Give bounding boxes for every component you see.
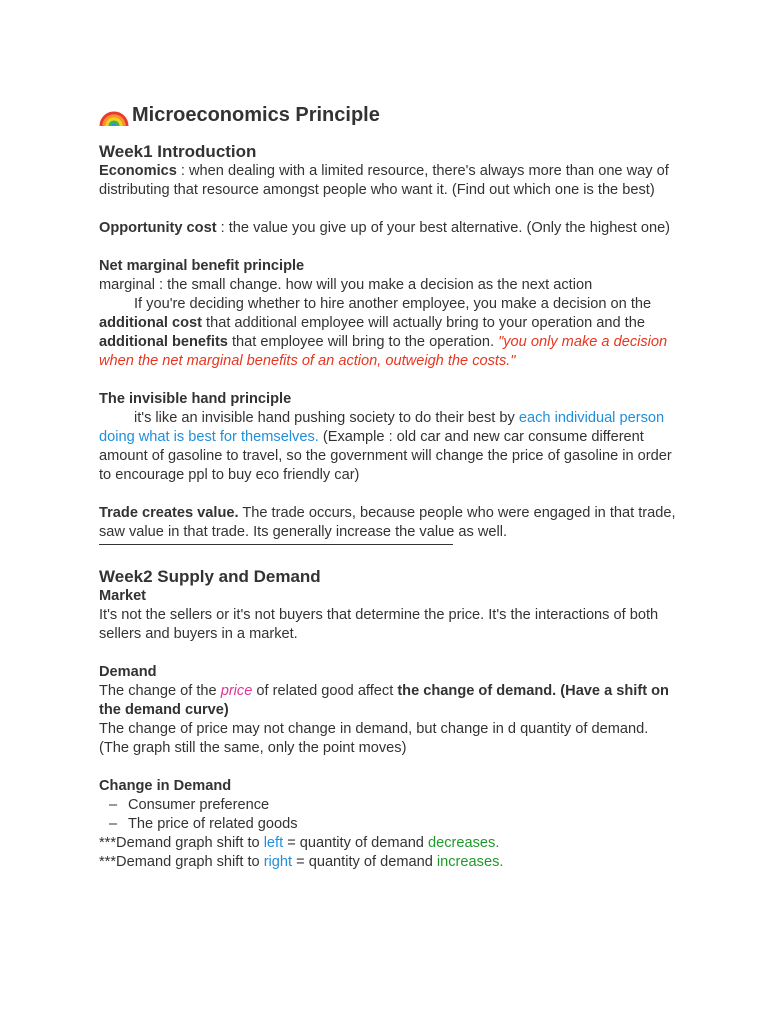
nm-text-3: that employee will bring to the operation. xyxy=(227,334,499,350)
nm-bold-additional-cost: additional cost xyxy=(99,315,202,331)
shift-right-word: right xyxy=(263,854,293,870)
list-item xyxy=(99,815,679,834)
market-heading-text: Market xyxy=(99,588,147,604)
net-marginal-paragraph xyxy=(99,295,679,371)
shift-right-prefix: ***Demand graph shift to xyxy=(99,854,264,870)
nm-text-1: If you're deciding whether to hire another employee, you make a decision on the xyxy=(134,296,652,312)
net-marginal-heading-text: Net marginal benefit principle xyxy=(99,258,305,274)
demand-heading-text: Demand xyxy=(99,664,157,680)
economics-text: : when dealing with a limited resource, there's always more than one way of distributing that resource amongst people who want it. (Find out which one is the best) xyxy=(99,163,669,198)
demand-paragraph-2: The change of price may not change in demand, but change in d quantity of demand. (The graph still the same, only the point moves) xyxy=(99,721,649,756)
section-divider xyxy=(99,544,453,545)
opportunity-term: Opportunity cost xyxy=(99,220,217,236)
title-text: Microeconomics Principle xyxy=(132,104,380,126)
shift-left-word: left xyxy=(263,835,284,851)
demand-price-word: price xyxy=(220,683,253,699)
demand-bold: the change of demand. (Have a shift on the demand curve) xyxy=(99,683,669,718)
list-item xyxy=(99,796,679,815)
shift-right-mid: = quantity of demand xyxy=(292,854,437,870)
ih-text-2: (Example : old car and new car consume different amount of gasoline to travel, so the government will change the price of gasoline in order to encourage ppl to buy eco friendly car) xyxy=(99,429,672,483)
shift-left-result: decreases. xyxy=(427,835,500,851)
document-page xyxy=(99,98,679,872)
ih-highlight: each individual person doing what is best for themselves. xyxy=(99,410,665,445)
dash-bullet: – xyxy=(109,816,118,832)
shift-left-prefix: ***Demand graph shift to xyxy=(99,835,264,851)
demand-text-1: The change of the xyxy=(99,683,221,699)
market-paragraph: It's not the sellers or it's not buyers that determine the price. It's the interactions of both sellers and buyers in a market. xyxy=(99,607,659,642)
list-item-text: The price of related goods xyxy=(128,816,298,832)
market-heading xyxy=(99,587,679,606)
trade-paragraph xyxy=(99,504,679,542)
change-in-demand-heading-text: Change in Demand xyxy=(99,778,232,794)
marginal-definition: marginal : the small change. how will you make a decision as the next action xyxy=(99,277,593,293)
demand-heading xyxy=(99,663,679,682)
invisible-hand-heading xyxy=(99,390,679,409)
trade-text: The trade occurs, because people who were engaged in that trade, saw value in that trade. Its generally increase the value as well. xyxy=(99,505,676,540)
page-title xyxy=(99,98,679,132)
economics-paragraph xyxy=(99,162,679,200)
shift-right-line xyxy=(99,853,679,872)
net-marginal-heading xyxy=(99,257,679,276)
invisible-hand-paragraph xyxy=(99,409,679,485)
nm-text-2: that additional employee will actually bring to your operation and the xyxy=(201,315,645,331)
week1-heading: Week1 Introduction xyxy=(99,142,257,161)
nm-bold-additional-benefits: additional benefits xyxy=(99,334,228,350)
list-item-text: Consumer preference xyxy=(128,797,270,813)
demand-text-2: of related good affect xyxy=(252,683,398,699)
shift-left-mid: = quantity of demand xyxy=(283,835,428,851)
opportunity-text: : the value you give up of your best alternative. (Only the highest one) xyxy=(216,220,671,236)
nm-quote: "you only make a decision when the net marginal benefits of an action, outweigh the costs." xyxy=(99,334,668,369)
rainbow-icon xyxy=(99,102,129,128)
change-in-demand-heading xyxy=(99,777,679,796)
opportunity-paragraph xyxy=(99,219,679,238)
trade-term: Trade creates value. xyxy=(99,505,239,521)
shift-left-line xyxy=(99,834,679,853)
economics-term: Economics xyxy=(99,163,177,179)
ih-text-1: it's like an invisible hand pushing society to do their best by xyxy=(134,410,519,426)
dash-bullet: – xyxy=(109,797,118,813)
shift-right-result: increases. xyxy=(436,854,504,870)
demand-paragraph-1 xyxy=(99,682,679,720)
invisible-hand-heading-text: The invisible hand principle xyxy=(99,391,292,407)
change-in-demand-list xyxy=(99,796,679,834)
week2-heading: Week2 Supply and Demand xyxy=(99,567,321,586)
